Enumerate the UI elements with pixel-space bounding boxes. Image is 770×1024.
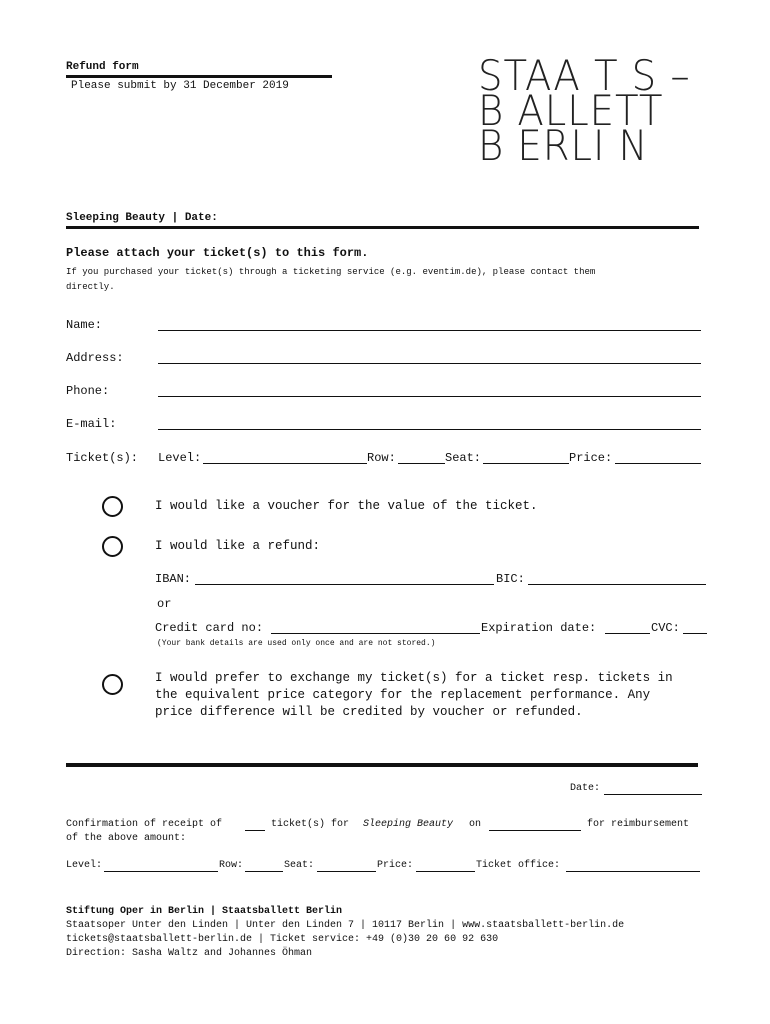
title-rule [66,75,332,78]
attach-instruction: Please attach your ticket(s) to this form. [66,246,369,260]
phone-field[interactable] [158,396,701,397]
level-field[interactable] [203,463,367,464]
office-seat-field[interactable] [317,871,376,872]
email-label: E-mail: [66,417,117,431]
confirmation-title: Sleeping Beauty [363,819,454,830]
phone-label: Phone: [66,384,110,398]
row-field[interactable] [398,463,445,464]
ticket-office-field[interactable] [566,871,700,872]
name-label: Name: [66,318,103,332]
tickets-label: Ticket(s): [66,451,139,465]
refund-radio[interactable] [102,536,123,557]
iban-label: IBAN: [155,572,192,586]
footer-direction: Direction: Sasha Waltz and Johannes Öhman [66,948,313,959]
price-field[interactable] [615,463,701,464]
office-level-label: Level: [66,860,103,871]
office-section-rule [66,763,698,767]
ticket-count-field[interactable] [245,830,265,831]
expiration-field[interactable] [605,633,650,634]
iban-field[interactable] [195,584,494,585]
confirmation-line2: of the above amount: [66,833,187,844]
exchange-option-line1: I would prefer to exchange my ticket(s) for a ticket resp. tickets in [155,671,673,685]
footer-address: Staatsoper Unter den Linden | Unter den Linden 7 | 10117 Berlin | www.staatsballett-berlin.de [66,920,625,931]
footer-contact: tickets@staatsballett-berlin.de | Ticket service: +49 (0)30 20 60 92 630 [66,934,499,945]
staatsballett-logo: STAA T S – B ALLETT B ERLI N [478,51,691,170]
address-field[interactable] [158,363,701,364]
address-label: Address: [66,351,124,365]
name-field[interactable] [158,330,701,331]
submit-deadline: Please submit by 31 December 2019 [71,80,289,92]
voucher-option-text: I would like a voucher for the value of the ticket. [155,499,538,513]
price-label: Price: [569,451,613,465]
confirmation-text-d: for reimbursement [587,819,690,830]
exchange-option-line2: the equivalent price category for the replacement performance. Any [155,688,651,702]
credit-card-label: Credit card no: [155,621,264,635]
ticketing-note-line2: directly. [66,282,115,292]
office-seat-label: Seat: [284,860,315,871]
ticket-office-label: Ticket office: [476,860,561,871]
exchange-option-line3: price difference will be credited by voucher or refunded. [155,705,583,719]
refund-option-text: I would like a refund: [155,539,321,553]
office-price-field[interactable] [416,871,475,872]
voucher-radio[interactable] [102,496,123,517]
office-date-field[interactable] [604,794,702,795]
confirmation-text-c: on [469,819,482,830]
office-row-field[interactable] [245,871,283,872]
bank-details-note: (Your bank details are used only once and are not stored.) [157,639,436,648]
expiration-label: Expiration date: [481,621,597,635]
cvc-label: CVC: [651,621,680,635]
level-label: Level: [158,451,202,465]
ticketing-note-line1: If you purchased your ticket(s) through a ticketing service (e.g. eventim.de), please contact them [66,267,596,277]
office-date-label: Date: [570,783,601,794]
cvc-field[interactable] [683,633,707,634]
row-label: Row: [367,451,396,465]
exchange-radio[interactable] [102,674,123,695]
event-rule [66,226,699,229]
office-level-field[interactable] [104,871,218,872]
email-field[interactable] [158,429,701,430]
form-title: Refund form [66,61,139,73]
confirmation-date-field[interactable] [489,830,581,831]
or-text: or [157,597,172,611]
office-price-label: Price: [377,860,414,871]
bic-field[interactable] [528,584,706,585]
footer-organization: Stiftung Oper in Berlin | Staatsballett Berlin [66,906,343,917]
seat-label: Seat: [445,451,482,465]
seat-field[interactable] [483,463,569,464]
office-row-label: Row: [219,860,244,871]
bic-label: BIC: [496,572,525,586]
credit-card-field[interactable] [271,633,480,634]
confirmation-text-b: ticket(s) for [271,819,350,830]
event-heading: Sleeping Beauty | Date: [66,212,218,224]
confirmation-text-a: Confirmation of receipt of [66,819,223,830]
